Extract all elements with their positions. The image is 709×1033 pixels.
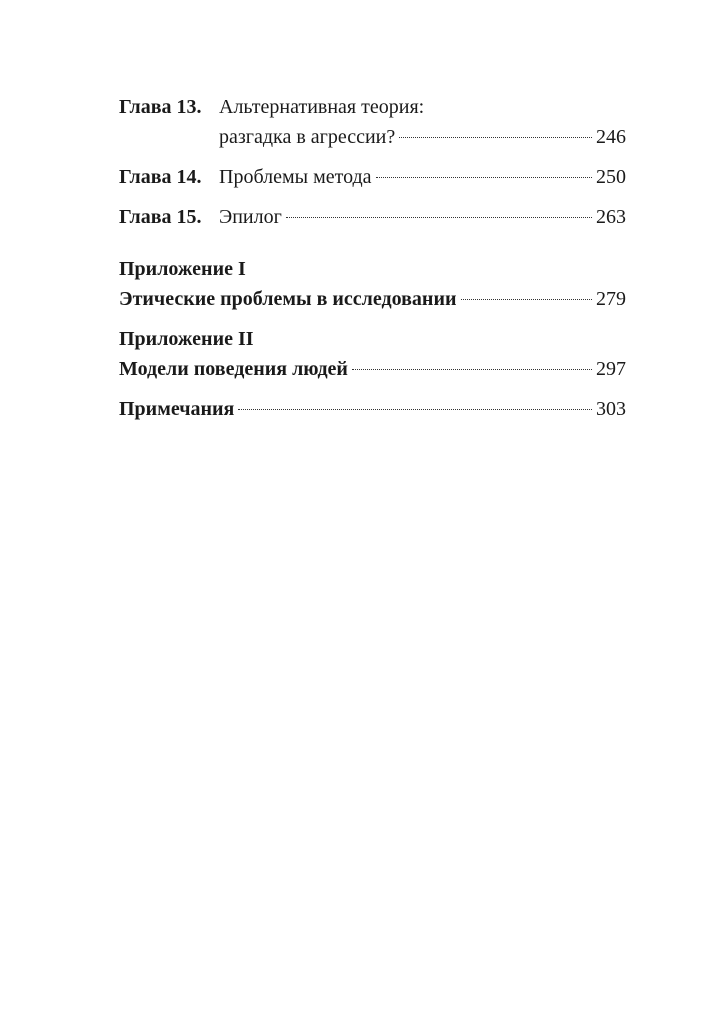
page-number: 279 — [596, 288, 626, 310]
appendix-title: Этические проблемы в исследовании — [119, 288, 457, 310]
page-number: 297 — [596, 358, 626, 380]
chapter-label: Глава 14. — [119, 166, 202, 188]
dot-leader — [238, 409, 592, 410]
chapter-label: Глава 15. — [119, 206, 202, 228]
toc-entry-appendix-2[interactable] — [119, 324, 626, 384]
dot-leader — [399, 137, 592, 138]
chapter-label: Глава 13. — [119, 96, 202, 118]
page-number: 246 — [596, 126, 626, 148]
toc-entry-chapter-13[interactable] — [119, 92, 626, 152]
dot-leader — [352, 369, 592, 370]
toc-entry-chapter-14[interactable] — [119, 162, 626, 192]
dot-leader — [461, 299, 593, 300]
dot-leader — [286, 217, 592, 218]
chapter-title: Эпилог — [219, 206, 282, 228]
notes-title: Примечания — [119, 398, 235, 420]
dot-leader — [376, 177, 592, 178]
chapter-title: Проблемы метода — [219, 166, 372, 188]
page-number: 263 — [596, 206, 626, 228]
page-number: 250 — [596, 166, 626, 188]
page-number: 303 — [596, 398, 626, 420]
appendix-title: Модели поведения людей — [119, 358, 348, 380]
toc-entry-chapter-15[interactable] — [119, 202, 626, 232]
toc-entry-notes[interactable] — [119, 394, 626, 424]
table-of-contents — [119, 92, 626, 424]
toc-entry-appendix-1[interactable] — [119, 254, 626, 314]
chapter-title-line-2: разгадка в агрессии? — [219, 126, 396, 148]
appendix-heading: Приложение II — [119, 328, 254, 350]
chapter-title-line-1: Альтернативная теория: — [219, 96, 425, 118]
appendix-heading: Приложение I — [119, 258, 246, 280]
